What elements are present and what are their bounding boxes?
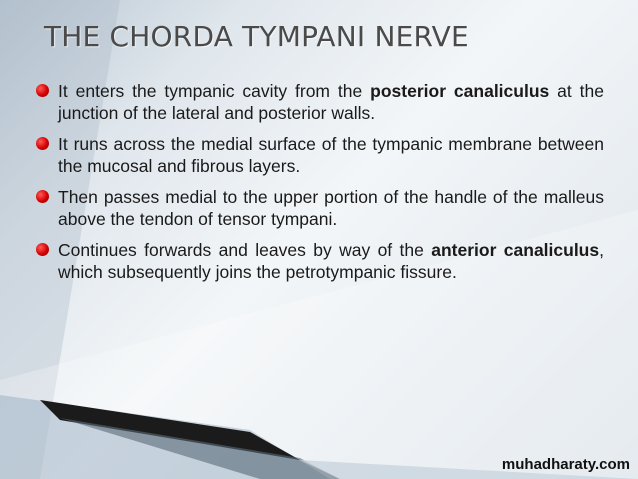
bullet-dot-icon [36, 190, 49, 203]
bullet-item [36, 186, 604, 230]
bullet-dot-icon [36, 243, 49, 256]
watermark: muhadharaty.com [501, 456, 630, 473]
bullet-bold-term: posterior canaliculus [370, 81, 550, 101]
bullet-item [36, 133, 604, 177]
bullet-list [36, 80, 604, 292]
bullet-item [36, 80, 604, 124]
bullet-bold-term: anterior canaliculus [431, 240, 600, 260]
bullet-dot-icon [36, 137, 49, 150]
bullet-dot-icon [36, 84, 49, 97]
slide-title: THE CHORDA TYMPANI NERVE [44, 20, 469, 53]
bullet-text: It runs across the medial surface of the tympanic membrane between the mucosal and fibrous layers. [58, 134, 604, 176]
bullet-text: It enters the tympanic cavity from the [58, 81, 371, 101]
bullet-text: Continues forwards and leaves by way of the [58, 240, 432, 260]
bullet-text: Then passes medial to the upper portion of the handle of the malleus above the tendon of tensor tympani. [58, 187, 604, 229]
bullet-text-tail: , which subsequently joins the petrotympanic fissure. [58, 240, 604, 282]
bullet-text-tail: at the junction of the lateral and posterior walls. [58, 81, 604, 123]
bullet-item [36, 239, 604, 283]
